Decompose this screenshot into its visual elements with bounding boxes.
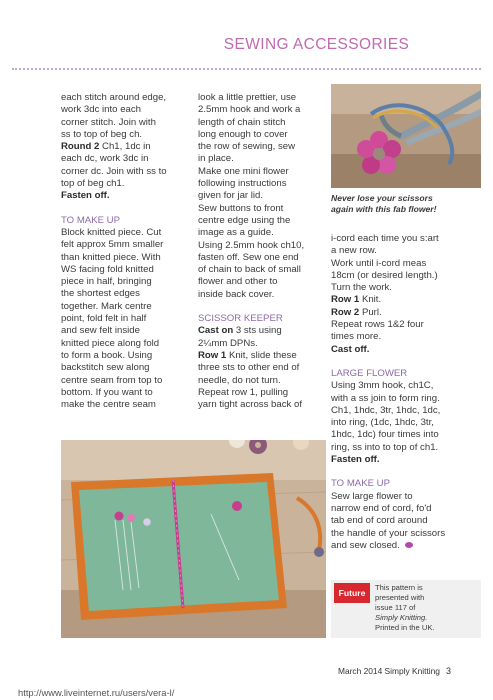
dotted-divider — [12, 68, 481, 70]
text-line — [198, 350, 326, 362]
text-line — [331, 307, 481, 319]
large-flower-heading: LARGE FLOWER — [331, 367, 408, 379]
text-line: point, fold felt in half — [61, 313, 147, 325]
cast-off: Cast off. — [331, 343, 370, 355]
text-line: backstitch sew along — [61, 362, 150, 374]
text-line: following instructions — [198, 178, 287, 190]
text-line: Sew buttons to front — [198, 202, 284, 214]
row-text: Knit, slide these — [228, 349, 297, 361]
text-line: the shortest edges — [61, 288, 140, 300]
needle-book-illustration — [61, 440, 326, 638]
scissor-flower-illustration — [331, 84, 481, 188]
pattern-credit-text — [375, 583, 479, 633]
text-line: Sew large flower to — [331, 490, 413, 502]
photo-caption — [331, 193, 481, 214]
text-line: make the centre seam — [61, 399, 156, 411]
text-line: the row of sewing, sew — [198, 141, 296, 153]
row-text: Purl. — [361, 306, 382, 318]
column-1 — [61, 92, 191, 411]
page-header — [0, 36, 493, 54]
text-line: corner dc. Join with ss to — [61, 165, 167, 177]
text-line — [198, 325, 326, 337]
text-line — [331, 540, 481, 552]
text-line — [61, 141, 191, 153]
credit-line: Printed in the UK. — [375, 623, 435, 632]
future-logo: Future — [334, 583, 370, 603]
section-title: SEWING ACCESSORIES — [223, 36, 410, 53]
round-text: Ch1, 1dc in — [102, 141, 151, 153]
text-line: 18cm (or desired length.) — [331, 269, 438, 281]
text-line: 2.5mm hook and work a — [198, 104, 301, 116]
column-2 — [198, 92, 326, 411]
make-up-heading: TO MAKE UP — [61, 214, 120, 226]
page-number: 3 — [445, 666, 451, 676]
text-line: Repeat rows 1&2 four — [331, 319, 424, 331]
text-line: Ch1, 1hdc, 3tr, 1hdc, 1dc, — [331, 404, 441, 416]
text-line: each stitch around edge, — [61, 92, 167, 103]
make-up-heading: TO MAKE UP — [331, 478, 390, 490]
scissor-keeper-heading: SCISSOR KEEPER — [198, 313, 283, 325]
text-line: Repeat row 1, pulling — [198, 386, 289, 398]
text-line — [331, 294, 481, 306]
needle-book-photo — [61, 440, 326, 638]
caption-line: Never lose your scissors — [331, 193, 433, 203]
text-line: flower and other to — [198, 276, 278, 288]
text-line: together. Mark centre — [61, 300, 152, 312]
text-line: i-cord each time you s:art — [331, 233, 439, 244]
text-line: a new row. — [331, 245, 377, 257]
credit-line: Simply Knitting. — [375, 613, 428, 622]
text-line: Using 2.5mm hook ch10, — [198, 239, 305, 251]
page-footer — [338, 666, 451, 676]
scissor-flower-photo — [331, 84, 481, 188]
text-line: three sts to other end of — [198, 362, 300, 374]
row-text: and sew closed. — [331, 539, 400, 551]
text-line: bottom. If you want to — [61, 386, 153, 398]
bead-icon — [405, 542, 413, 548]
text-line: ss to top of beg ch. — [61, 128, 143, 140]
caption-line: again with this fab flower! — [331, 203, 437, 214]
text-line: centre edge using the — [198, 214, 291, 226]
text-line: in place. — [198, 153, 234, 165]
fasten-off: Fasten off. — [61, 190, 110, 202]
text-line: Make one mini flower — [198, 165, 289, 177]
credit-line: presented with — [375, 593, 425, 602]
text-line: centre seam from top to — [61, 374, 163, 386]
round-label: Round 2 — [61, 141, 100, 153]
source-watermark: http://www.liveinternet.ru/users/vera-l/ — [18, 687, 175, 698]
text-line: image as a guide. — [198, 227, 274, 239]
text-line: knitted piece along fold — [61, 337, 160, 349]
text-line: with a ss join to form ring. — [331, 392, 440, 404]
text-line: narrow end of cord, fo'd — [331, 502, 432, 514]
text-line: corner stitch. Join with — [61, 116, 156, 128]
text-line: 2¼mm DPNs. — [198, 337, 258, 349]
row-label: Row 1 — [331, 294, 360, 306]
text-line: Work until i-cord meas — [331, 257, 427, 269]
text-line: to form a book. Using — [61, 349, 153, 361]
row-label: Row 2 — [331, 306, 360, 318]
text-line: look a little prettier, use — [198, 92, 297, 103]
text-line: fasten off. Sew one end — [198, 251, 299, 263]
text-line: than knitted piece. With — [61, 251, 161, 263]
fasten-off: Fasten off. — [331, 454, 380, 466]
text-line: long enough to cover — [198, 128, 288, 140]
text-line: and sew felt inside — [61, 325, 140, 337]
text-line: each dc, work 3dc in — [61, 153, 149, 165]
text-line: Using 3mm hook, ch1C, — [331, 380, 434, 392]
text-line: 1hdc, 1dc) four times into — [331, 429, 439, 441]
text-line: Turn the work. — [331, 282, 392, 294]
text-line: needle, do not turn. — [198, 374, 281, 386]
text-line: work 3dc into each — [61, 104, 141, 116]
column-3 — [331, 233, 481, 552]
row-text: Knit. — [361, 294, 382, 306]
row-label: Row 1 — [198, 349, 227, 361]
issue-label: March 2014 Simply Knitting — [338, 666, 440, 676]
cast-on-text: 3 sts using — [235, 325, 282, 337]
text-line: length of chain stitch — [198, 116, 286, 128]
text-line: times more. — [331, 331, 382, 343]
text-line: felt approx 5mm smaller — [61, 239, 164, 251]
text-line: yarn tight across back of — [198, 399, 302, 411]
text-line: Block knitted piece. Cut — [61, 226, 162, 238]
text-line: ring, ss into to top of ch1. — [331, 441, 439, 453]
text-line: of chain to back of small — [198, 264, 301, 276]
text-line: into ring, (1dc, 1hdc, 3tr, — [331, 417, 434, 429]
text-line: inside back cover. — [198, 288, 275, 300]
text-line: the handle of your scissors — [331, 527, 446, 539]
credit-line: issue 117 of — [375, 603, 416, 612]
text-line: top of beg ch1. — [61, 178, 125, 190]
text-line: piece in half, bringing — [61, 276, 152, 288]
text-line: tab end of cord around — [331, 515, 428, 527]
cast-on-label: Cast on — [198, 325, 234, 337]
text-line: given for jar lid. — [198, 190, 264, 202]
text-line: WS facing fold knitted — [61, 263, 154, 275]
credit-line: This pattern is — [375, 583, 423, 592]
